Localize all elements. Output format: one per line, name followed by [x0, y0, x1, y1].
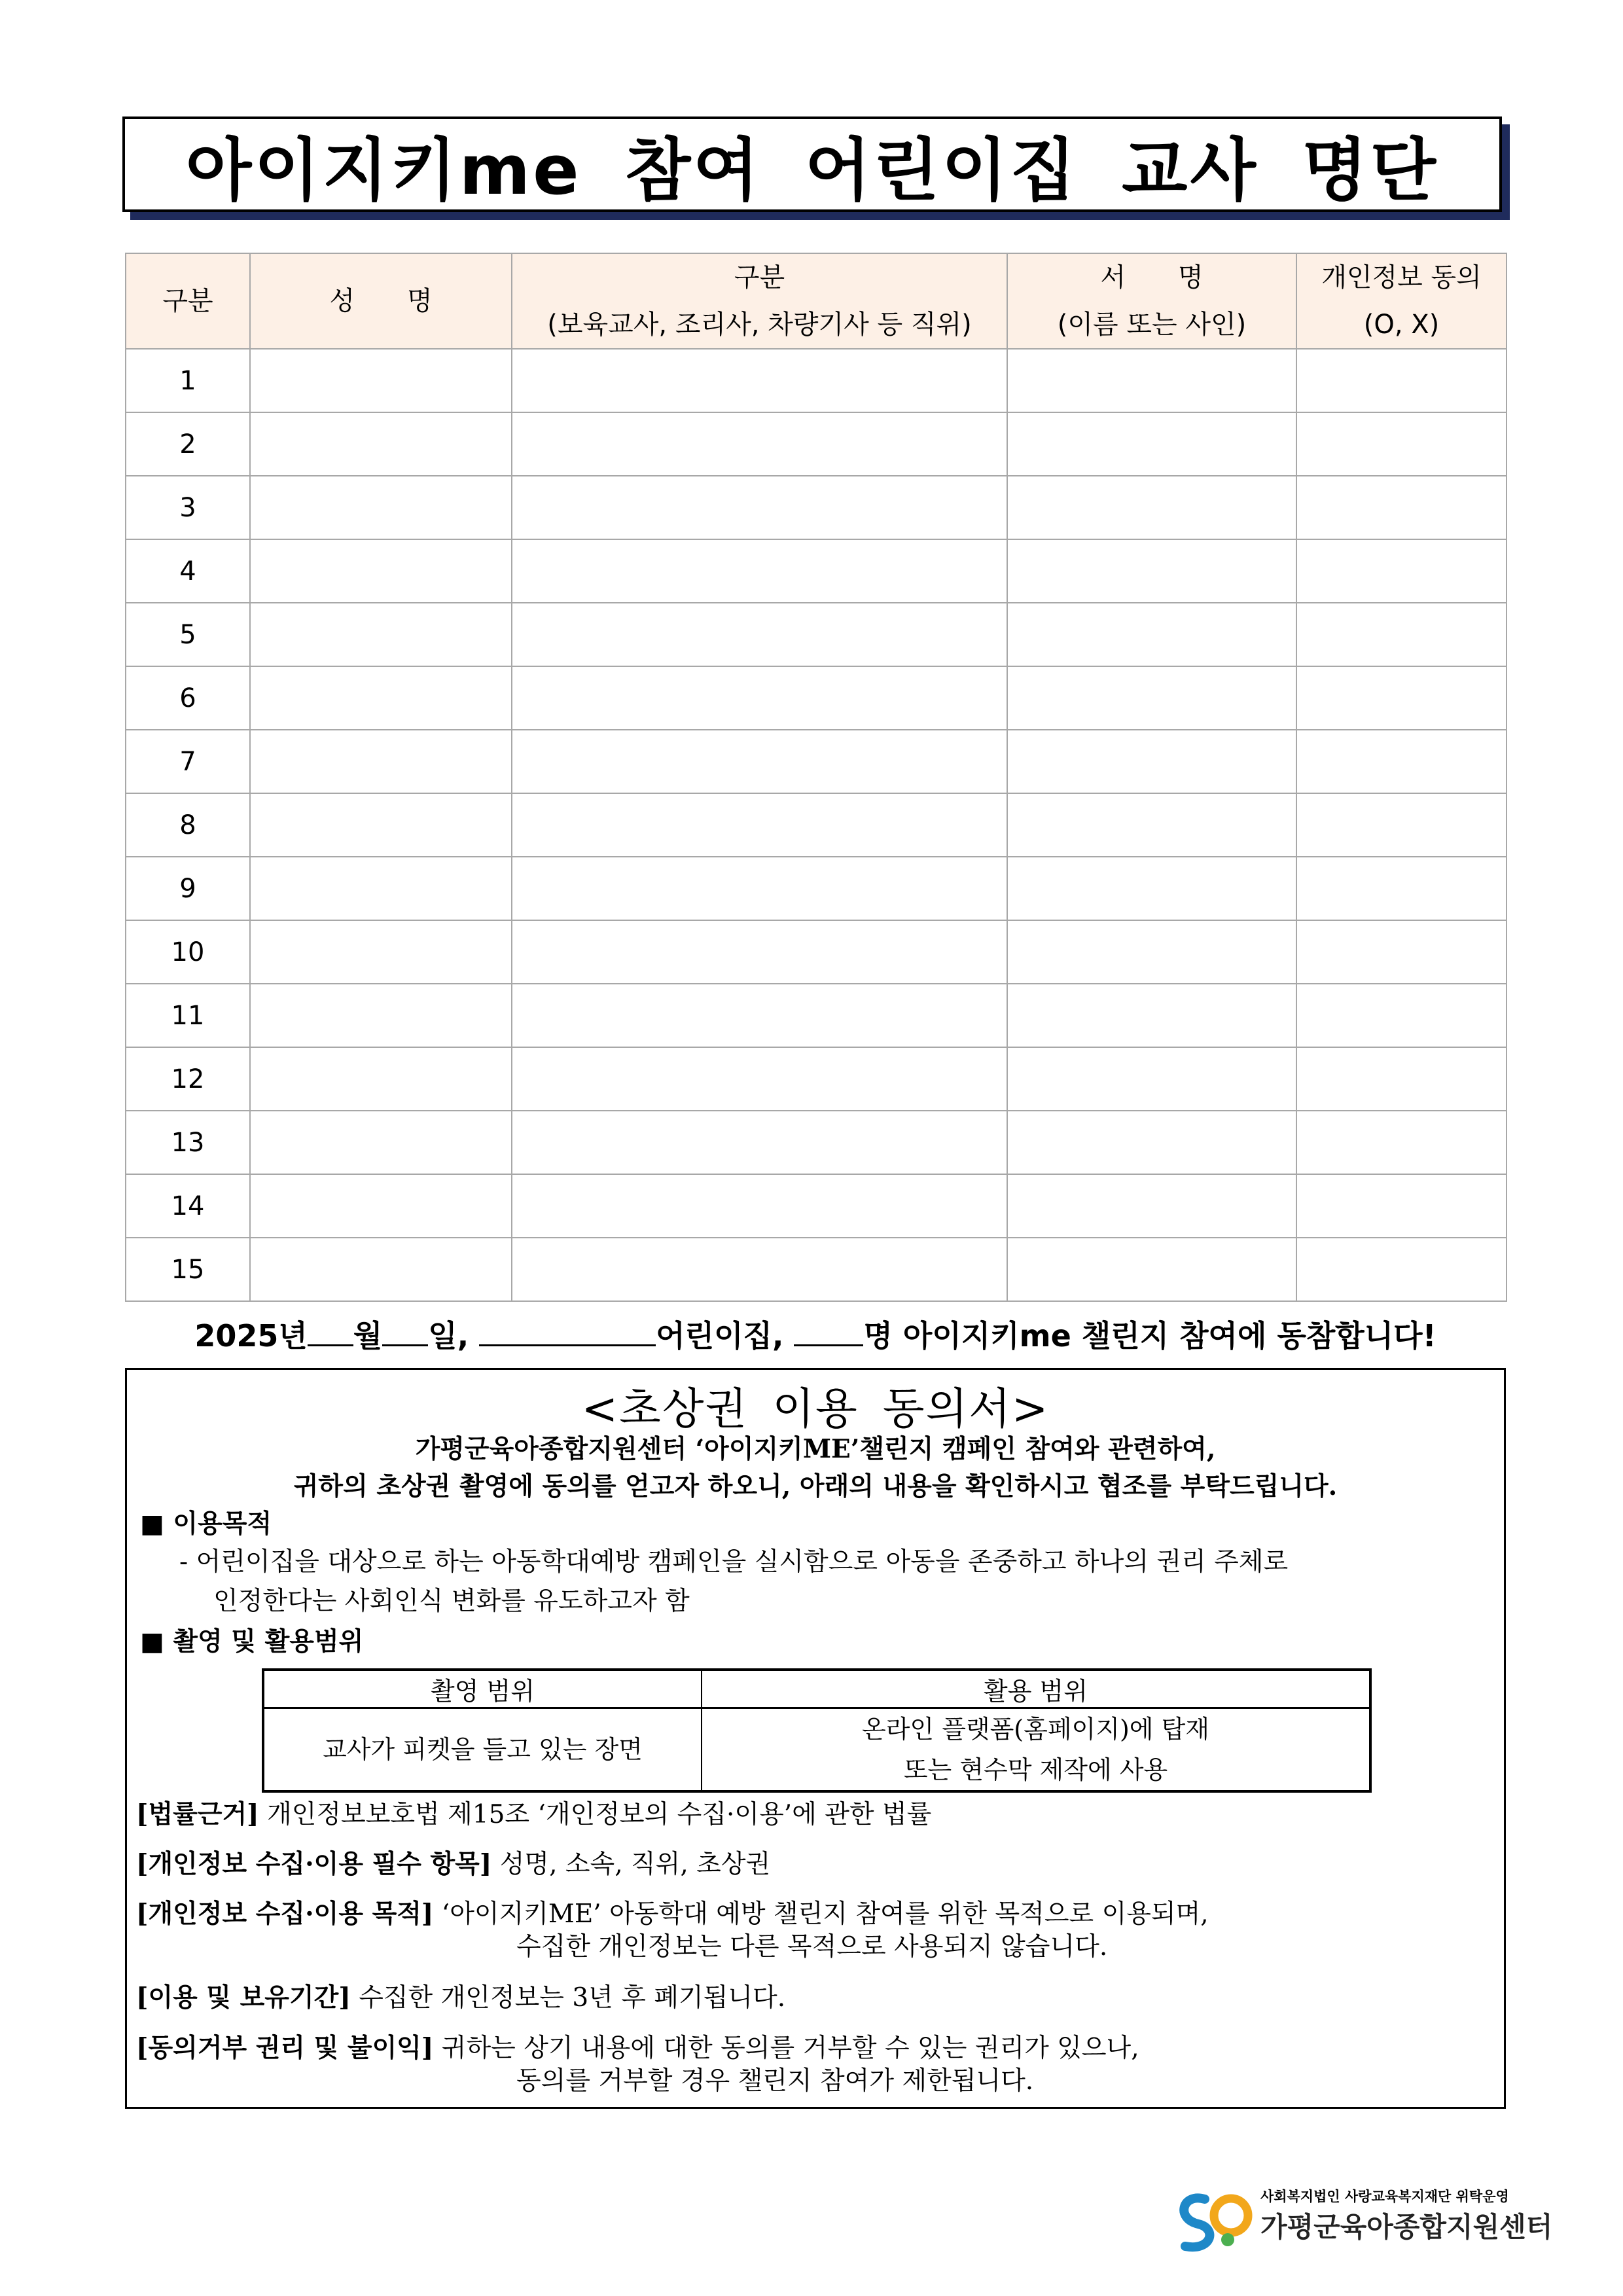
- collection-purpose-2: 수집한 개인정보는 다른 목적으로 사용되지 않습니다.: [516, 1932, 1108, 1962]
- header-signature: 서 명 (이름 또는 사인): [1007, 253, 1296, 349]
- consent-cell[interactable]: [1296, 920, 1507, 984]
- consent-cell[interactable]: [1296, 349, 1507, 412]
- position-cell[interactable]: [512, 793, 1007, 857]
- row-number: 3: [126, 476, 250, 539]
- signature-cell[interactable]: [1007, 1047, 1296, 1111]
- row-number: 6: [126, 666, 250, 730]
- pledge-line: 2025년 월 일, 어린이집, 명 아이지키me 챌린지 참여에 동참합니다!: [194, 1318, 1436, 1354]
- legal-basis: [법률근거] 개인정보보호법 제15조 ‘개인정보의 수집·이용’에 관한 법률: [136, 1799, 932, 1829]
- signature-cell[interactable]: [1007, 539, 1296, 603]
- header-position: 구분 (보육교사, 조리사, 차량기사 등 직위): [512, 253, 1007, 349]
- signature-cell[interactable]: [1007, 1174, 1296, 1238]
- table-row: [126, 793, 1507, 857]
- row-number: 2: [126, 412, 250, 476]
- table-row: [126, 1174, 1507, 1238]
- row-number: 1: [126, 349, 250, 412]
- table-row: [126, 476, 1507, 539]
- table-row: [126, 349, 1507, 412]
- table-row: [126, 857, 1507, 920]
- row-number: 8: [126, 793, 250, 857]
- consent-cell[interactable]: [1296, 1238, 1507, 1301]
- title-box: [122, 117, 1502, 212]
- position-cell[interactable]: [512, 349, 1007, 412]
- position-cell[interactable]: [512, 1174, 1007, 1238]
- table-row: [126, 603, 1507, 666]
- name-cell[interactable]: [250, 603, 512, 666]
- consent-intro-2: 귀하의 초상권 촬영에 동의를 얻고자 하오니, 아래의 내용을 확인하시고 협조를 부탁드립니다.: [293, 1471, 1338, 1501]
- table-row: [126, 1111, 1507, 1174]
- teacher-table: [125, 253, 1507, 1302]
- collection-purpose: [개인정보 수집·이용 목적] ‘아이지키ME’ 아동학대 예방 챌린지 참여를 위한 목적으로 이용되며,: [136, 1899, 1209, 1929]
- row-number: 5: [126, 603, 250, 666]
- day-blank[interactable]: [382, 1318, 428, 1346]
- header-consent: 개인정보 동의 (O, X): [1296, 253, 1507, 349]
- position-cell[interactable]: [512, 984, 1007, 1047]
- table-row: [126, 730, 1507, 793]
- name-cell[interactable]: [250, 793, 512, 857]
- name-cell[interactable]: [250, 857, 512, 920]
- signature-cell[interactable]: [1007, 1238, 1296, 1301]
- table-row: [126, 1238, 1507, 1301]
- consent-cell[interactable]: [1296, 1111, 1507, 1174]
- row-number: 11: [126, 984, 250, 1047]
- table-row: [126, 539, 1507, 603]
- signature-cell[interactable]: [1007, 476, 1296, 539]
- signature-cell[interactable]: [1007, 349, 1296, 412]
- position-cell[interactable]: [512, 603, 1007, 666]
- name-cell[interactable]: [250, 920, 512, 984]
- refusal-rights-2: 동의를 거부할 경우 챌린지 참여가 제한됩니다.: [516, 2066, 1034, 2096]
- name-cell[interactable]: [250, 539, 512, 603]
- consent-title: <초상권 이용 동의서>: [581, 1384, 1050, 1434]
- refusal-rights: [동의거부 권리 및 불이익] 귀하는 상기 내용에 대한 동의를 거부할 수 있는 권리가 있으나,: [136, 2033, 1139, 2063]
- row-number: 13: [126, 1111, 250, 1174]
- signature-cell[interactable]: [1007, 603, 1296, 666]
- scope-shoot-value: 교사가 피켓을 들고 있는 장면: [263, 1708, 702, 1792]
- row-number: 9: [126, 857, 250, 920]
- name-cell[interactable]: [250, 476, 512, 539]
- header-number: 구분: [126, 253, 250, 349]
- name-cell[interactable]: [250, 730, 512, 793]
- teacher-table-header: [126, 253, 1507, 349]
- position-cell[interactable]: [512, 539, 1007, 603]
- position-cell[interactable]: [512, 1238, 1007, 1301]
- daycare-blank[interactable]: [479, 1318, 656, 1346]
- page-title: 아이지키me 참여 어린이집 교사 명단: [185, 130, 1439, 210]
- footer-logo: [1169, 2186, 1553, 2258]
- signature-cell[interactable]: [1007, 1111, 1296, 1174]
- position-cell[interactable]: [512, 412, 1007, 476]
- row-number: 15: [126, 1238, 250, 1301]
- table-row: [126, 920, 1507, 984]
- name-cell[interactable]: [250, 1238, 512, 1301]
- consent-intro-1: 가평군육아종합지원센터 ‘아이지키ME’챌린지 캠페인 참여와 관련하여,: [415, 1434, 1216, 1464]
- consent-cell[interactable]: [1296, 984, 1507, 1047]
- table-row: [126, 1047, 1507, 1111]
- position-cell[interactable]: [512, 1047, 1007, 1111]
- position-cell[interactable]: [512, 1111, 1007, 1174]
- name-cell[interactable]: [250, 1174, 512, 1238]
- position-cell[interactable]: [512, 920, 1007, 984]
- consent-cell[interactable]: [1296, 412, 1507, 476]
- scope-header-shoot: 촬영 범위: [263, 1670, 702, 1708]
- position-cell[interactable]: [512, 857, 1007, 920]
- consent-box: [125, 1368, 1506, 2109]
- signature-cell[interactable]: [1007, 984, 1296, 1047]
- signature-cell[interactable]: [1007, 730, 1296, 793]
- scope-heading: ■ 촬영 및 활용범위: [140, 1626, 364, 1657]
- consent-cell[interactable]: [1296, 1047, 1507, 1111]
- consent-cell[interactable]: [1296, 857, 1507, 920]
- row-number: 14: [126, 1174, 250, 1238]
- signature-cell[interactable]: [1007, 793, 1296, 857]
- consent-cell[interactable]: [1296, 1174, 1507, 1238]
- consent-cell[interactable]: [1296, 539, 1507, 603]
- month-blank[interactable]: [308, 1318, 353, 1346]
- position-cell[interactable]: [512, 730, 1007, 793]
- table-row: [126, 666, 1507, 730]
- row-number: 7: [126, 730, 250, 793]
- scope-table: [262, 1668, 1372, 1793]
- signature-cell[interactable]: [1007, 666, 1296, 730]
- name-cell[interactable]: [250, 984, 512, 1047]
- position-cell[interactable]: [512, 476, 1007, 539]
- required-items: [개인정보 수집·이용 필수 항목] 성명, 소속, 직위, 초상권: [136, 1849, 771, 1879]
- name-cell[interactable]: [250, 1111, 512, 1174]
- table-row: [126, 412, 1507, 476]
- name-cell[interactable]: [250, 1047, 512, 1111]
- scope-use-value: 온라인 플랫폼(홈페이지)에 탑재 또는 현수막 제작에 사용: [702, 1708, 1370, 1792]
- signature-cell[interactable]: [1007, 920, 1296, 984]
- row-number: 4: [126, 539, 250, 603]
- purpose-heading: ■ 이용목적: [140, 1509, 272, 1539]
- position-cell[interactable]: [512, 666, 1007, 730]
- row-number: 12: [126, 1047, 250, 1111]
- name-cell[interactable]: [250, 349, 512, 412]
- scope-header-use: 활용 범위: [702, 1670, 1370, 1708]
- name-cell[interactable]: [250, 666, 512, 730]
- count-blank[interactable]: [794, 1318, 863, 1346]
- consent-cell[interactable]: [1296, 793, 1507, 857]
- consent-cell[interactable]: [1296, 666, 1507, 730]
- row-number: 10: [126, 920, 250, 984]
- purpose-line-1: - 어린이집을 대상으로 하는 아동학대예방 캠페인을 실시함으로 아동을 존중하고 하나의 권리 주체로: [179, 1547, 1289, 1577]
- signature-cell[interactable]: [1007, 412, 1296, 476]
- consent-cell[interactable]: [1296, 476, 1507, 539]
- consent-cell[interactable]: [1296, 730, 1507, 793]
- retention-period: [이용 및 보유기간] 수집한 개인정보는 3년 후 폐기됩니다.: [136, 1982, 786, 2013]
- signature-cell[interactable]: [1007, 857, 1296, 920]
- org-name: 가평군육아종합지원센터: [1260, 2211, 1553, 2243]
- purpose-line-2: 인정한다는 사회인식 변화를 유도하고자 함: [213, 1587, 690, 1616]
- name-cell[interactable]: [250, 412, 512, 476]
- center-logo-icon: [1169, 2186, 1254, 2258]
- table-row: [126, 984, 1507, 1047]
- header-name: 성 명: [250, 253, 512, 349]
- org-small-text: 사회복지법인 사랑교육복지재단 위탁운영: [1260, 2189, 1509, 2204]
- consent-cell[interactable]: [1296, 603, 1507, 666]
